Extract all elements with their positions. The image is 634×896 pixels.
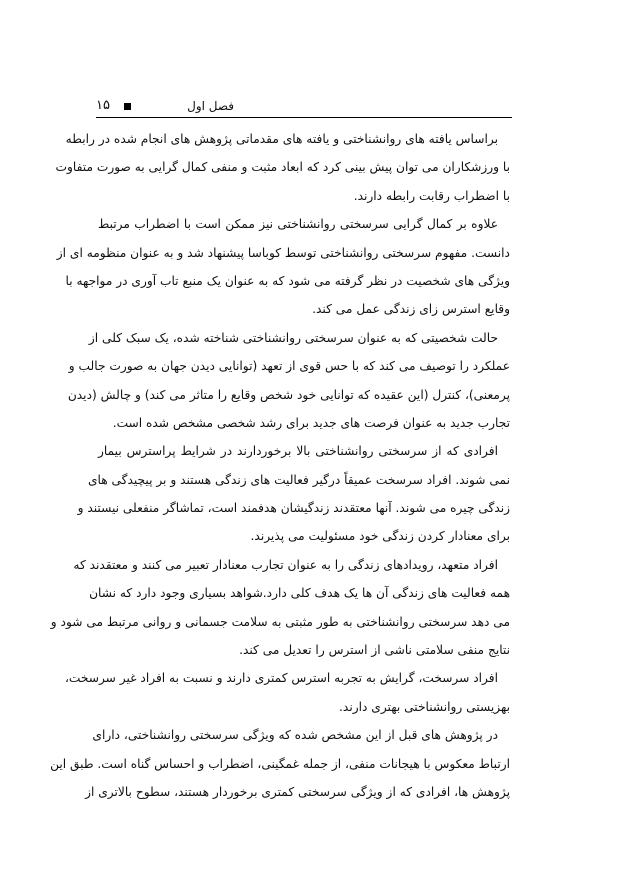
paragraph <box>56 210 510 324</box>
paragraph <box>77 437 510 551</box>
text-line: در پژوهش های قبل از این مشخص شده که ویژگی سرسختی روانشناختی، دارای <box>92 728 498 743</box>
chapter-title: فصل اول <box>187 99 234 113</box>
page-number: ۱۵ <box>96 98 110 113</box>
header-divider <box>96 117 512 118</box>
text-line: پرمعنی)، کنترل (این عقیده که توانایی خود شخص وقایع را متاثر می کند) و چالش (دیدن <box>67 387 510 402</box>
text-line: علاوه بر کمال گرایی سرسختی روانشناختی نیز ممکن است با اضطراب مرتبط <box>98 217 498 232</box>
text-line: ارتباط معکوس با هیجانات منفی، از جمله غمگینی، اضطراب و احساس گناه است. طبق این <box>50 756 510 771</box>
header-square-icon <box>124 103 131 110</box>
text-line: دانست. مفهوم سرسختی روانشناختی توسط کوباسا پیشنهاد شد و به عنوان منظومه ای از <box>56 245 510 260</box>
text-line: افراد سرسخت، گرایش به تجربه استرس کمتری دارند و نسبت به افراد غیر سرسخت، <box>64 671 498 686</box>
text-line: افرادی که از سرسختی روانشناختی بالا برخوردارند در شرایط پراسترس بیمار <box>98 444 498 459</box>
paragraph <box>50 721 510 806</box>
text-line: بهزیستی روانشناختی بهتری دارند. <box>339 699 510 714</box>
text-line: عملکرد را توصیف می کند که با حس قوی از تعهد (توانایی دیدن جهان به صورت جالب و <box>68 359 510 374</box>
text-line: با ورزشکاران می توان پیش بینی کرد که ابعاد مثبت و منفی کمال گرایی به صورت متفاوت <box>55 160 510 175</box>
page-header <box>96 96 512 118</box>
text-line: با اضطراب رقابت رابطه دارند. <box>353 188 510 203</box>
text-line: برای معنادار کردن زندگی خود مسئولیت می پذیرند. <box>250 529 510 544</box>
text-line: همه فعالیت های زندگی آن ها یک هدف کلی دارد.شواهد بسیاری وجود دارد که نشان <box>89 586 510 601</box>
paragraph <box>50 551 510 665</box>
text-line: نمی شوند. افراد سرسخت عمیقاً درگیر فعالیت های زندگی هستند و بر پیچیدگی های <box>87 472 510 487</box>
text-line: افراد متعهد، رویدادهای زندگی را به عنوان تجارب معنادار تعبیر می کنند و معتقدند که <box>73 557 498 572</box>
text-line: می دهد سرسختی روانشناختی به طور مثبتی به سلامت جسمانی و روانی مرتبط می شود و <box>50 614 510 629</box>
text-line: تجارب جدید به عنوان فرصت های جدید برای رشد شخصی مشخص شده است. <box>112 415 510 430</box>
paragraph <box>55 125 510 210</box>
text-line: زندگی چیره می شوند. آنها معتقدند زندگیشان هدفمند است، تماشاگر منفعلی نیستند و <box>77 501 510 516</box>
paragraph <box>64 664 510 721</box>
paragraph <box>67 324 510 438</box>
text-line: پژوهش ها، افرادی که از ویژگی سرسختی کمتری برخوردار هستند، سطوح بالاتری از <box>85 784 510 799</box>
text-line: براساس یافته های روانشناختی و یافته های مقدماتی پژوهش های انجام شده در رابطه <box>65 132 498 146</box>
body-text <box>50 125 510 806</box>
text-line: نتایج منفی سلامتی ناشی از استرس را تعدیل می کند. <box>239 643 510 658</box>
text-line: ویژگی های شخصیت در نظر گرفته می شود که به عنوان یک منبع تاب آوری در مواجهه با <box>65 273 510 288</box>
text-line: حالت شخصیتی که به عنوان سرسختی روانشناختی شناخته شده، یک سبک کلی از <box>88 330 498 345</box>
text-line: وقایع استرس زای زندگی عمل می کند. <box>312 302 510 317</box>
